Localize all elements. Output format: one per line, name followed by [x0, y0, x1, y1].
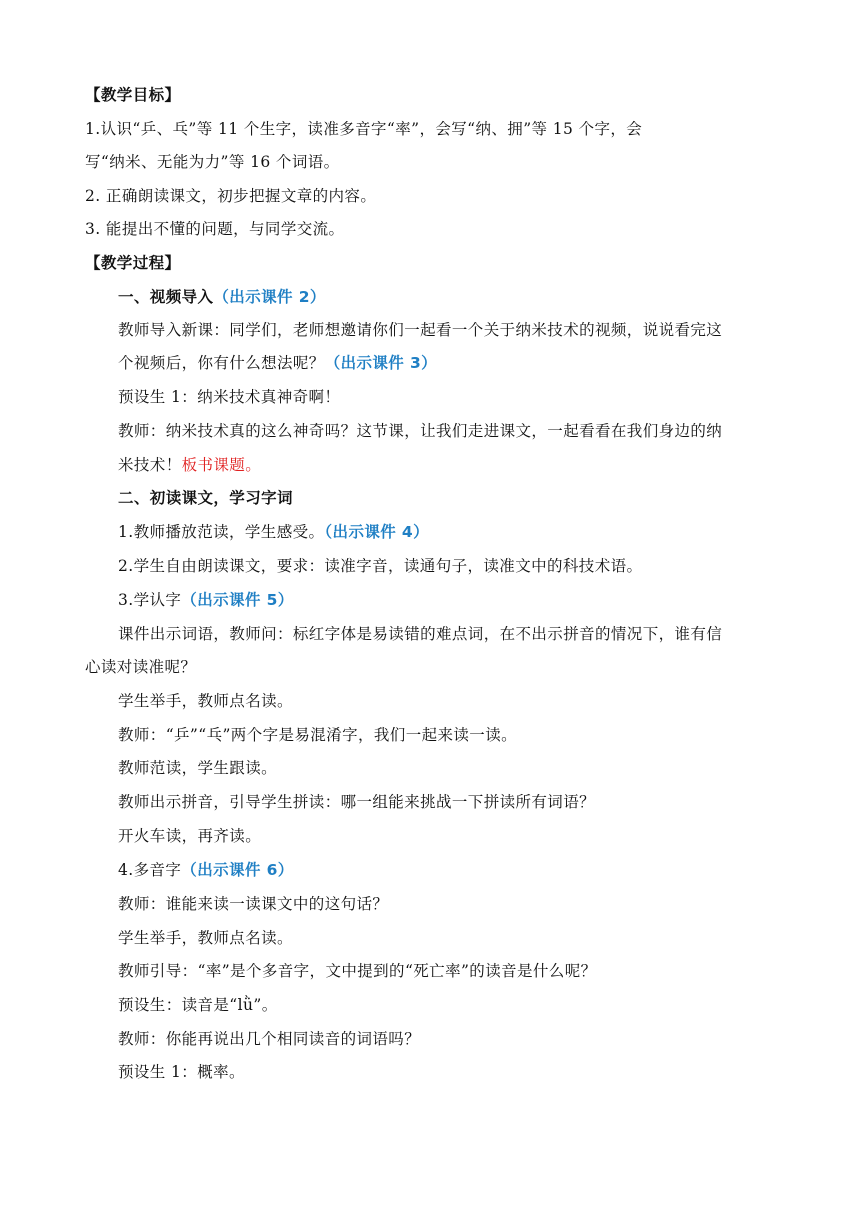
paragraph-pinyin: 教师出示拼音，引导学生拼读：哪一组能来挑战一下拼读所有词语？ [118, 793, 596, 811]
paragraph-train-reading: 开火车读，再齐读。 [118, 827, 262, 845]
section-2-title: 二、初读课文，学习字词 [118, 489, 293, 507]
step-2: 2.学生自由朗读课文，要求：读准字音，读通句子，读准文中的科技术语。 [118, 557, 643, 575]
goal-2: 2. 正确朗读课文，初步把握文章的内容。 [85, 187, 377, 205]
paragraph-example-word: 预设生 1：概率。 [118, 1063, 245, 1081]
courseware-ref-5: （出示课件 5） [181, 591, 294, 609]
courseware-ref-2: （出示课件 2） [213, 288, 326, 306]
step-1 [118, 522, 429, 542]
courseware-ref-3: （出示课件 3） [324, 354, 438, 372]
step-4-text: 4.多音字 [118, 861, 182, 879]
goal-3: 3. 能提出不懂的问题，与同学交流。 [85, 220, 345, 238]
student-response-1: 预设生 1：纳米技术真神奇啊！ [118, 388, 341, 406]
paragraph-model-reading: 教师范读，学生跟读。 [118, 759, 278, 777]
paragraph-confusable-chars: 教师：“乒”“乓”两个字是易混淆字，我们一起来读一读。 [118, 726, 517, 744]
intro-paragraph-line-2-text: 个视频后，你有什么想法呢？ [118, 354, 325, 372]
paragraph-pronunciation: 预设生：读音是“lǜ”。 [118, 996, 278, 1014]
paragraph-polyphonic-guide: 教师引导：“率”是个多音字，文中提到的“死亡率”的读音是什么呢？ [118, 962, 597, 980]
step-1-text: 1.教师播放范读，学生感受。 [118, 523, 325, 541]
goal-1-line-1: 1.认识“乒、乓”等 11 个生字，读准多音字“率”，会写“纳、拥”等 15 个字，会 [85, 120, 643, 138]
intro-paragraph-line-1: 教师导入新课：同学们，老师想邀请你们一起看一个关于纳米技术的视频，说说看完这 [118, 321, 723, 339]
courseware-ref-6: （出示课件 6） [181, 861, 294, 879]
teacher-paragraph-line-2-text: 米技术！ [118, 456, 182, 474]
paragraph-student-reads: 学生举手，教师点名读。 [118, 929, 293, 947]
teacher-paragraph-line-1: 教师：纳米技术真的这么神奇吗？这节课，让我们走进课文，一起看看在我们身边的纳 [118, 422, 723, 440]
word-paragraph-line-1: 课件出示词语，教师问：标红字体是易读错的难点词，在不出示拼音的情况下，谁有信 [118, 625, 723, 643]
section-1-title [118, 287, 326, 307]
board-title-note: 板书课题。 [181, 456, 262, 474]
goal-1-line-2: 写“纳米、无能为力”等 16 个词语。 [85, 153, 340, 171]
paragraph-read-sentence: 教师：谁能来读一读课文中的这句话？ [118, 895, 389, 913]
teaching-process-heading: 【教学过程】 [85, 254, 181, 272]
section-1-title-text: 一、视频导入 [118, 288, 214, 306]
teacher-paragraph-line-2 [118, 455, 261, 475]
paragraph-student-raise-hands: 学生举手，教师点名读。 [118, 692, 293, 710]
step-4 [118, 860, 294, 880]
intro-paragraph-line-2 [118, 353, 437, 373]
step-3-text: 3.学认字 [118, 591, 182, 609]
step-3 [118, 590, 294, 610]
word-paragraph-line-2: 心读对读准呢？ [85, 658, 197, 676]
courseware-ref-4: （出示课件 4） [324, 523, 430, 541]
teaching-goals-heading: 【教学目标】 [85, 86, 181, 104]
paragraph-more-words: 教师：你能再说出几个相同读音的词语吗？ [118, 1030, 421, 1048]
